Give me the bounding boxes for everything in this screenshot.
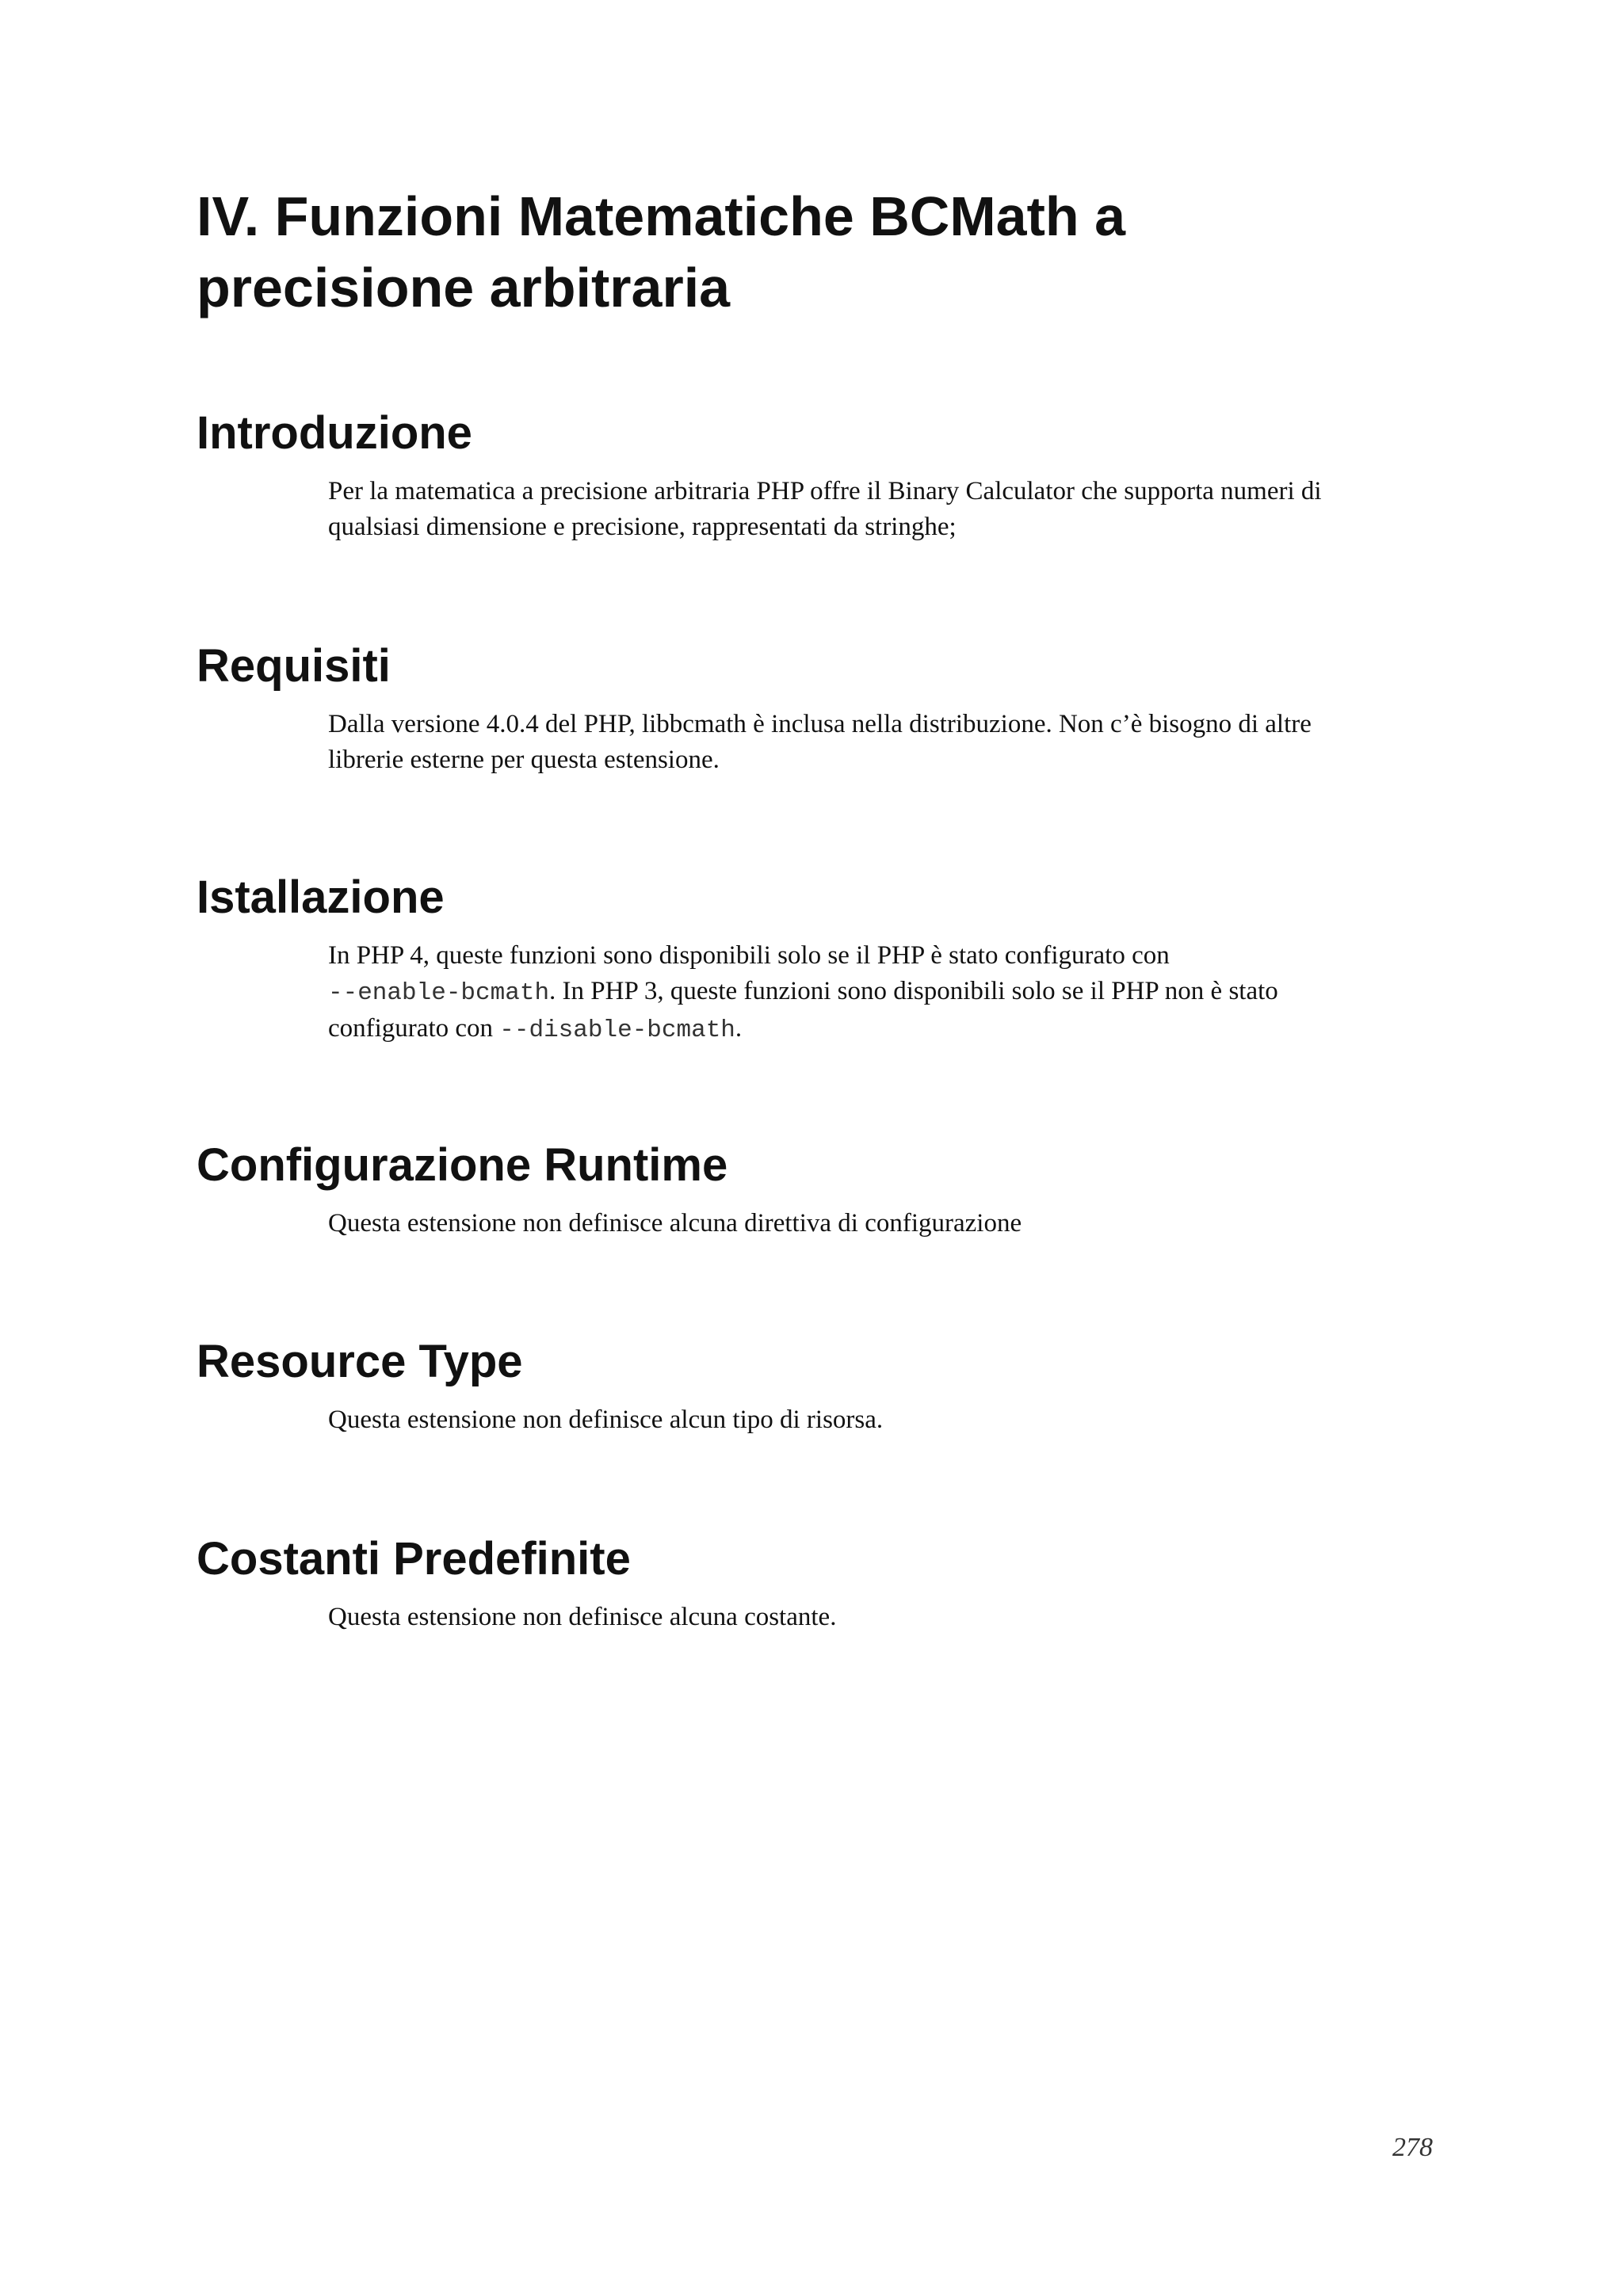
section-body: Questa estensione non definisce alcun tipo di risorsa. xyxy=(328,1405,884,1434)
section-body xyxy=(328,938,1438,1048)
section-heading: Resource Type xyxy=(197,1336,523,1387)
section-body xyxy=(328,707,1438,778)
chapter-title-line-1: IV. Funzioni Matematiche BCMath a xyxy=(197,185,1126,247)
inline-code-enable-bcmath: --enable-bcmath xyxy=(328,979,550,1007)
body-line: qualsiasi dimensione e precisione, rappresentati da stringhe; xyxy=(328,513,957,541)
section-heading: Istallazione xyxy=(197,871,445,923)
section-costanti-predefinite xyxy=(197,1531,1433,1635)
section-body: Questa estensione non definisce alcuna direttiva di configurazione xyxy=(328,1209,1022,1238)
section-requisiti xyxy=(197,639,1433,778)
body-line: Per la matematica a precisione arbitraria PHP offre il Binary Calculator che supporta numeri di xyxy=(328,477,1322,505)
page-number: 278 xyxy=(1392,2133,1433,2162)
chapter-title-line-2: precisione arbitraria xyxy=(197,257,731,318)
body-text: configurato con xyxy=(328,1014,500,1043)
chapter-title xyxy=(197,181,1433,323)
section-heading: Costanti Predefinite xyxy=(197,1533,631,1585)
section-introduzione xyxy=(197,406,1433,545)
section-heading: Requisiti xyxy=(197,640,391,692)
body-text: In PHP 4, queste funzioni sono disponibili solo se il PHP è stato configurato con xyxy=(328,941,1170,970)
body-text: . xyxy=(735,1014,743,1043)
body-text: . In PHP 3, queste funzioni sono disponibili solo se il PHP non è stato xyxy=(549,977,1278,1005)
section-resource-type xyxy=(197,1334,1433,1438)
section-body xyxy=(328,474,1438,545)
section-body: Questa estensione non definisce alcuna costante. xyxy=(328,1603,837,1631)
inline-code-disable-bcmath: --disable-bcmath xyxy=(499,1016,735,1044)
section-istallazione xyxy=(197,870,1433,1048)
section-heading: Introduzione xyxy=(197,407,472,459)
body-line: librerie esterne per questa estensione. xyxy=(328,746,720,774)
section-configurazione-runtime xyxy=(197,1138,1433,1241)
body-line: Dalla versione 4.0.4 del PHP, libbcmath è inclusa nella distribuzione. Non c’è bisogno di altre xyxy=(328,710,1312,738)
section-heading: Configurazione Runtime xyxy=(197,1139,728,1191)
